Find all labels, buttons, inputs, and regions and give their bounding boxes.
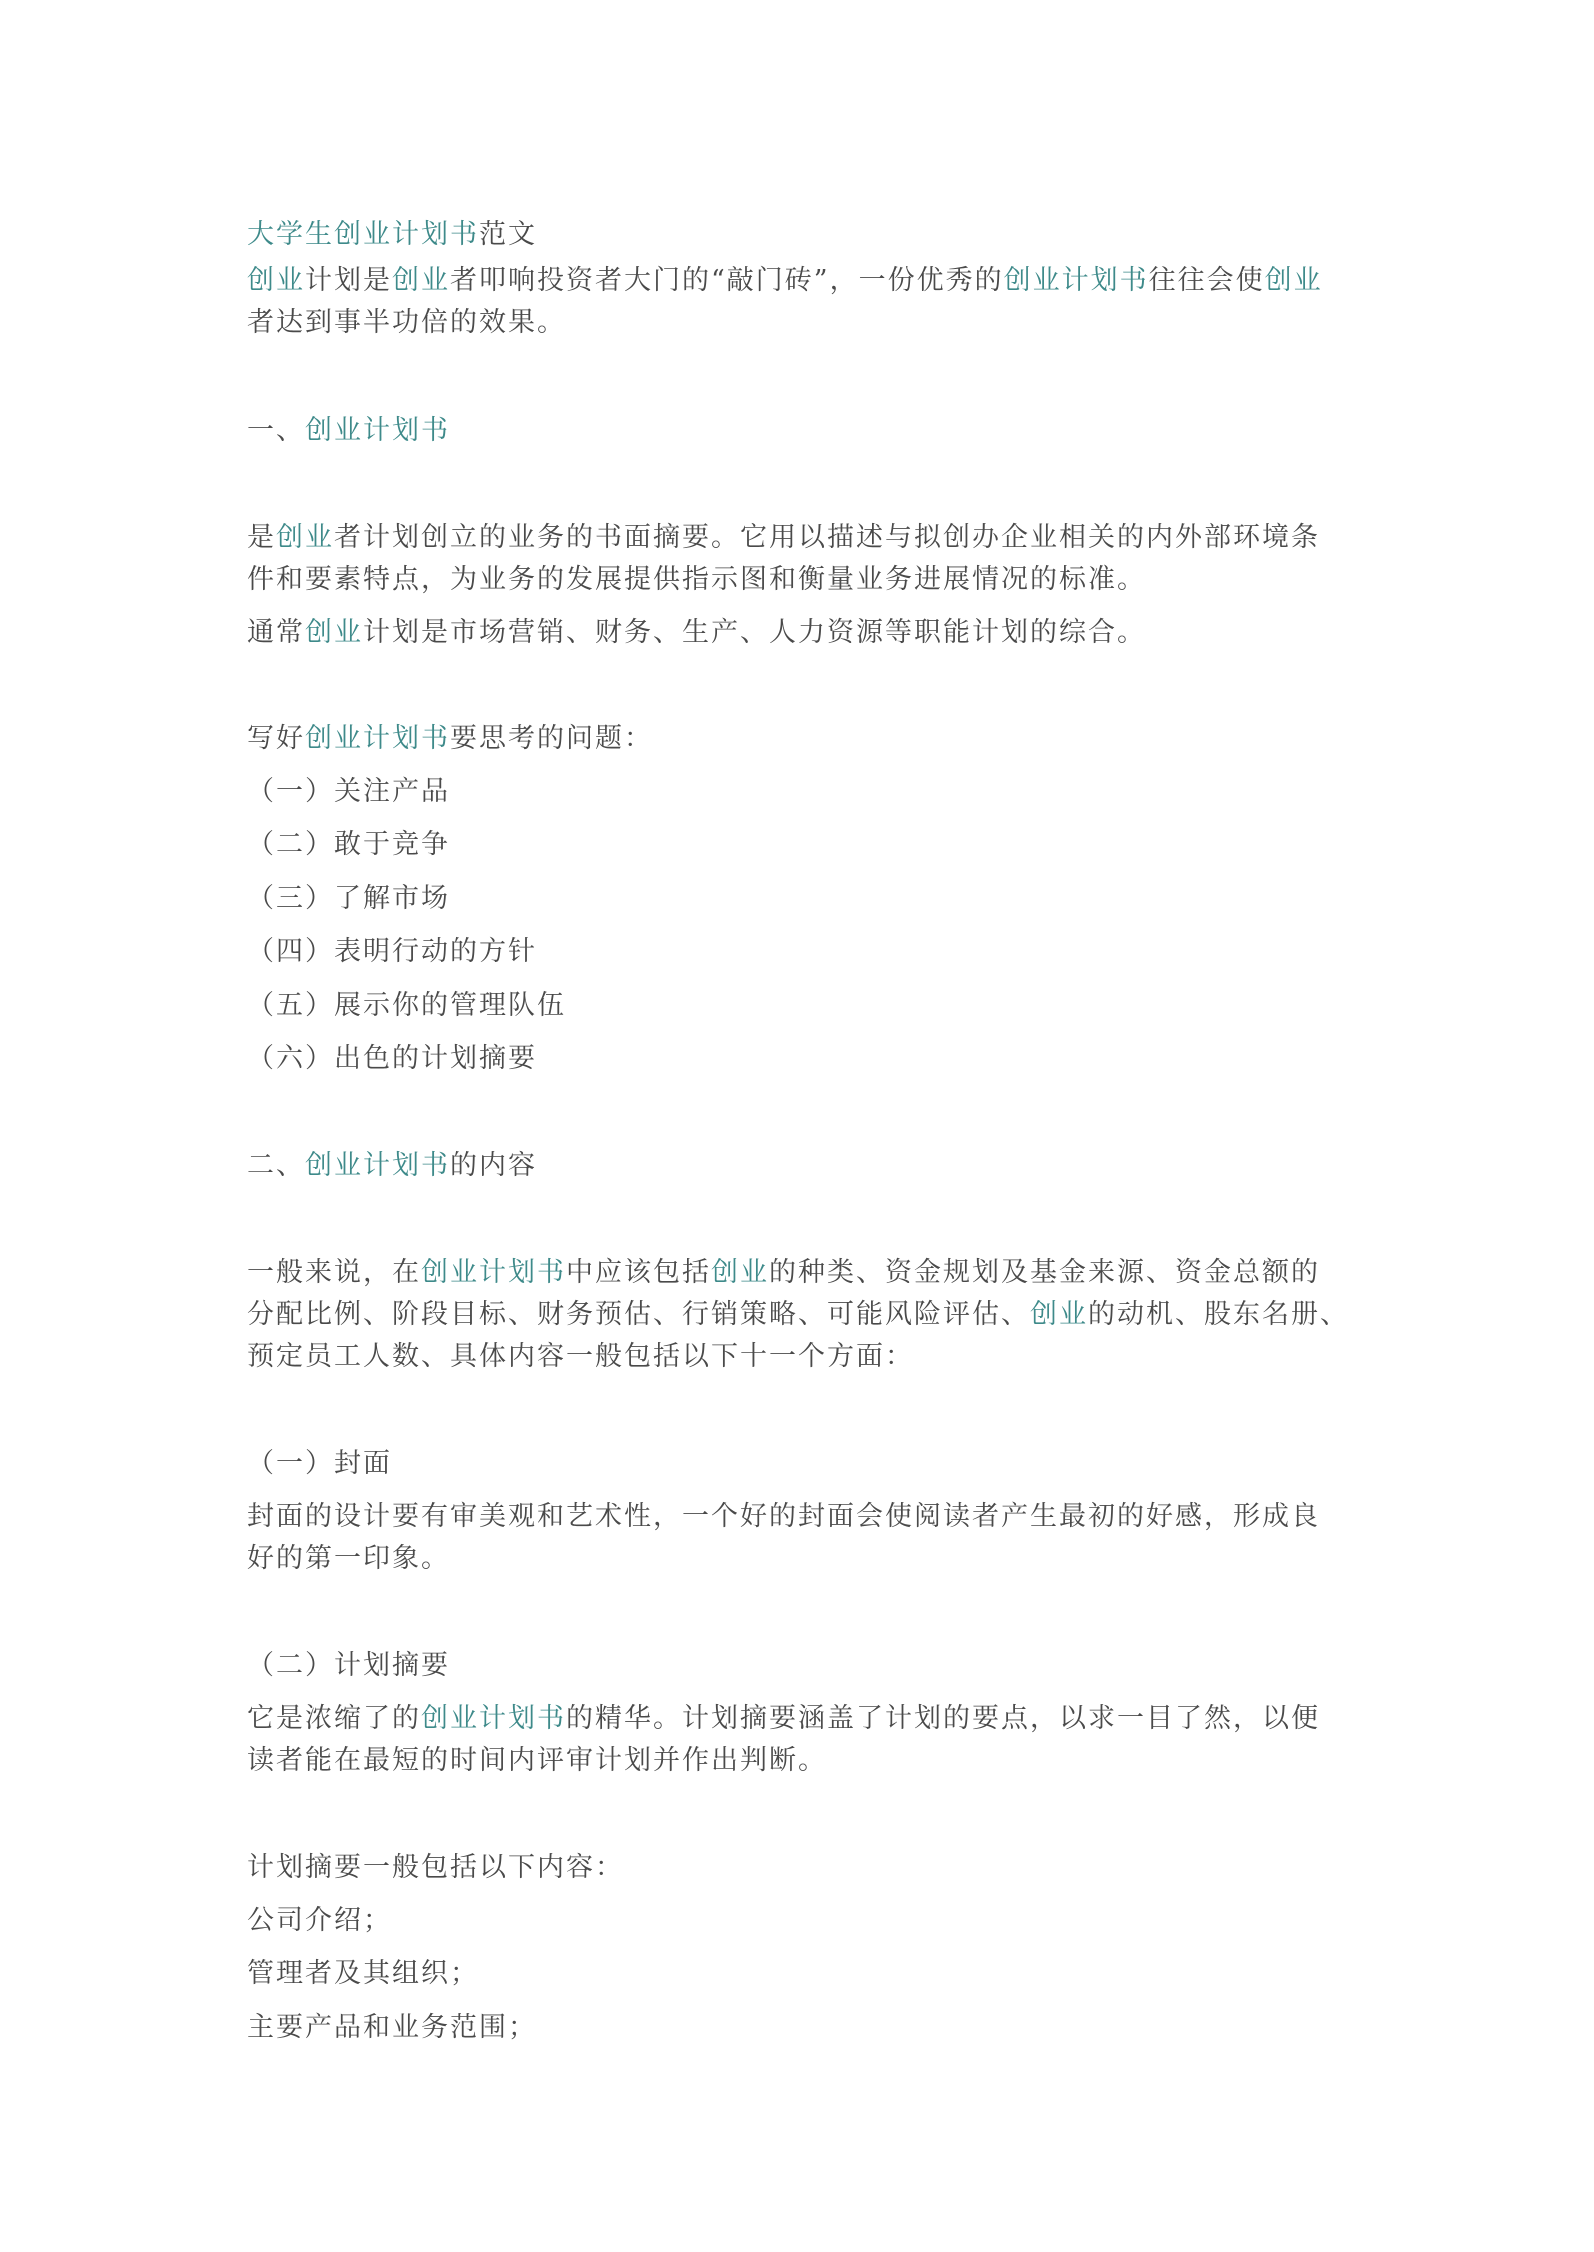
summary-line-2: 读者能在最短的时间内评审计划并作出判断。 (247, 1745, 827, 1776)
cover-line-2: 好的第一印象。 (247, 1543, 450, 1574)
intro-line-2: 者达到事半功倍的效果。 (247, 307, 566, 338)
cover-line-1: 封面的设计要有审美观和艺术性，一个好的封面会使阅读者产生最初的好感，形成良 (247, 1501, 1320, 1532)
summary-list-item: 主要产品和业务范围； (247, 2012, 537, 2043)
keyword-link[interactable]: 创业 (247, 265, 305, 296)
question-item: （三）了解市场 (247, 883, 450, 914)
question-item: （一）关注产品 (247, 776, 450, 807)
intro-line-1: 创业计划是创业者叩响投资者大门的“敲门砖”，一份优秀的创业计划书往往会使创业 (247, 265, 1323, 296)
question-item: （六）出色的计划摘要 (247, 1043, 537, 1074)
title-link[interactable]: 大学生创业计划书 (247, 219, 479, 250)
section-heading-2: 二、创业计划书的内容 (247, 1150, 537, 1181)
questions-intro: 写好创业计划书要思考的问题： (247, 723, 653, 754)
keyword-link[interactable]: 创业 (1030, 1299, 1088, 1330)
summary-list-intro: 计划摘要一般包括以下内容： (247, 1852, 624, 1883)
keyword-link[interactable]: 创业计划书 (421, 1257, 566, 1288)
section1-para2: 通常创业计划是市场营销、财务、生产、人力资源等职能计划的综合。 (247, 617, 1146, 648)
question-item: （四）表明行动的方针 (247, 936, 537, 967)
keyword-link[interactable]: 创业 (276, 522, 334, 553)
question-item: （五）展示你的管理队伍 (247, 990, 566, 1021)
keyword-link[interactable]: 创业 (305, 617, 363, 648)
keyword-link[interactable]: 创业计划书 (305, 415, 450, 446)
section1-para1-line-2: 件和要素特点，为业务的发展提供指示图和衡量业务进展情况的标准。 (247, 564, 1146, 595)
section-heading-1: 一、创业计划书 (247, 415, 450, 446)
keyword-link[interactable]: 创业计划书 (421, 1703, 566, 1734)
subsection-heading-summary: （二）计划摘要 (247, 1650, 450, 1681)
keyword-link[interactable]: 创业计划书 (305, 1150, 450, 1181)
keyword-link[interactable]: 创业 (1264, 265, 1323, 296)
section2-para1-line-3: 预定员工人数、具体内容一般包括以下十一个方面： (247, 1341, 914, 1372)
keyword-link[interactable]: 创业 (711, 1257, 769, 1288)
section2-para1-line-1: 一般来说，在创业计划书中应该包括创业的种类、资金规划及基金来源、资金总额的 (247, 1257, 1320, 1288)
summary-list-item: 公司介绍； (247, 1905, 392, 1936)
summary-list-item: 管理者及其组织； (247, 1958, 479, 1989)
keyword-link[interactable]: 创业计划书 (1003, 265, 1149, 296)
question-item: （二）敢于竞争 (247, 829, 450, 860)
keyword-link[interactable]: 创业 (392, 265, 450, 296)
section1-para1-line-1: 是创业者计划创立的业务的书面摘要。它用以描述与拟创办企业相关的内外部环境条 (247, 522, 1320, 553)
section2-para1-line-2: 分配比例、阶段目标、财务预估、行销策略、可能风险评估、创业的动机、股东名册、 (247, 1299, 1349, 1330)
keyword-link[interactable]: 创业计划书 (305, 723, 450, 754)
summary-line-1: 它是浓缩了的创业计划书的精华。计划摘要涵盖了计划的要点，以求一目了然，以便 (247, 1703, 1320, 1734)
subsection-heading-cover: （一）封面 (247, 1448, 392, 1479)
document-title: 大学生创业计划书范文 (247, 219, 537, 250)
